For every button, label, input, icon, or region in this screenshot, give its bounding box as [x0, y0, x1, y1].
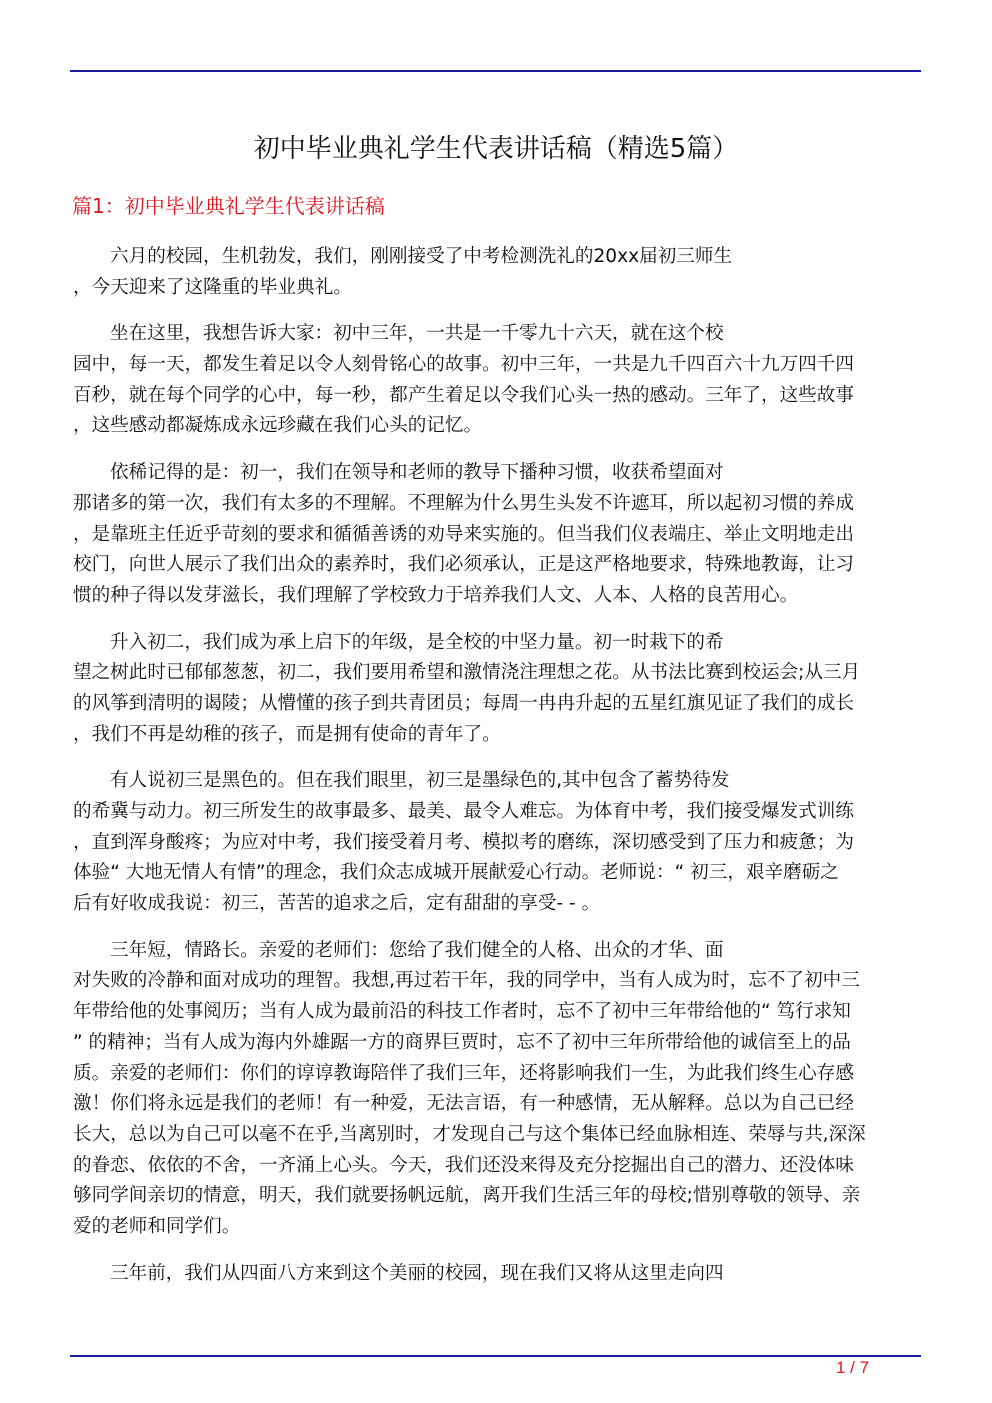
footer-rule — [70, 1355, 921, 1357]
text-line: 三年短，情路长。亲爱的老师们：您给了我们健全的人格、出众的才华、面 — [110, 939, 724, 961]
paragraph — [73, 242, 923, 303]
text-line: ，这些感动都凝炼成永远珍藏在我们心头的记忆。 — [73, 415, 483, 437]
paragraph — [73, 628, 923, 751]
text-line: 的希冀与动力。初三所发生的故事最多、最美、最令人难忘。为体育中考，我们接受爆发式训练 — [73, 801, 854, 822]
paragraph — [73, 1259, 923, 1290]
text-line: 年带给他的处事阅历；当有人成为最前沿的科技工作者时，忘不了初中三年带给他的“ 笃行求知 — [73, 1001, 851, 1023]
text-line: 园中，每一天，都发生着足以令人刻骨铭心的故事。初中三年，一共是九千四百六十九万四千四 — [73, 354, 854, 376]
text-line: 三年前，我们从四面八方来到这个美丽的校园，现在我们又将从这里走向四 — [110, 1262, 724, 1284]
text-line: 望之树此时已郁郁葱葱，初二，我们要用希望和激情浇注理想之花。从书法比赛到校运会;从三月 — [73, 662, 861, 684]
text-line: 那诸多的第一次，我们有太多的不理解。不理解为什么男生头发不许遮耳，所以起初习惯的养成 — [73, 492, 854, 514]
text-line: 爱的老师和同学们。 — [73, 1215, 241, 1237]
document-title: 初中毕业典礼学生代表讲话稿（精选5篇） — [253, 134, 739, 164]
text-line: ，是靠班主任近乎苛刻的要求和循循善诱的劝导来实施的。但当我们仪表端庄、举止文明地走出 — [73, 523, 854, 545]
text-line: 后有好收成我说：初三，苦苦的追求之后，定有甜甜的享受- - 。 — [73, 893, 601, 915]
text-line: 体验“ 大地无情人有情”的理念，我们众志成城开展献爱心行动。老师说：“ 初三，艰辛磨砺之 — [73, 862, 839, 884]
section-heading: 篇1：初中毕业典礼学生代表讲话稿 — [72, 194, 385, 218]
text-line: 质。亲爱的老师们：你们的谆谆教诲陪伴了我们三年，还将影响我们一生，为此我们终生心存感 — [73, 1062, 854, 1084]
text-line: 的眷恋、依依的不舍，一齐涌上心头。今天，我们还没来得及充分挖掘出自己的潜力、还没体味 — [73, 1154, 854, 1176]
text-line: ，今天迎来了这隆重的毕业典礼。 — [73, 276, 352, 298]
text-line: ” 的精神；当有人成为海内外雄踞一方的商界巨贾时，忘不了初中三年所带给他的诚信至上的品 — [73, 1031, 851, 1053]
text-line: 坐在这里，我想告诉大家：初中三年，一共是一千零九十六天，就在这个校 — [110, 323, 724, 345]
text-line: ，我们不再是幼稚的孩子，而是拥有使命的青年了。 — [73, 723, 501, 745]
text-line: 百秒，就在每个同学的心中，每一秒，都产生着足以令我们心头一热的感动。三年了，这些故事 — [73, 384, 854, 406]
paragraph — [73, 458, 923, 611]
text-line: 激！你们将永远是我们的老师！有一种爱，无法言语，有一种感情，无从解释。总以为自己已经 — [73, 1093, 854, 1115]
paragraph — [73, 766, 923, 919]
text-line: 六月的校园，生机勃发，我们，刚刚接受了中考检测洗礼的20xx届初三师生 — [110, 246, 733, 267]
text-line: 依稀记得的是：初一，我们在领导和老师的教导下播种习惯，收获希望面对 — [110, 462, 724, 484]
text-line: 校门，向世人展示了我们出众的素养时，我们必须承认，正是这严格地要求，特殊地教诲，让习 — [73, 554, 854, 576]
text-line: ，直到浑身酸疼；为应对中考，我们接受着月考、模拟考的磨练，深切感受到了压力和疲惫；为 — [73, 831, 854, 853]
paragraph — [73, 936, 923, 1243]
text-line: 升入初二，我们成为承上启下的年级，是全校的中坚力量。初一时栽下的希 — [110, 631, 724, 653]
text-line: 对失败的冷静和面对成功的理智。我想,再过若干年，我的同学中，当有人成为时，忘不了初中三 — [73, 970, 860, 992]
page-number: 1 / 7 — [836, 1358, 870, 1377]
text-line: 长大，总以为自己可以毫不在乎,当离别时，才发现自己与这个集体已经血脉相连、荣辱与共,深深 — [73, 1123, 866, 1145]
document-body — [73, 242, 923, 1305]
header-rule — [70, 70, 921, 72]
text-line: 惯的种子得以发芽滋长，我们理解了学校致力于培养我们人文、人本、人格的良苦用心。 — [73, 584, 799, 606]
text-line: 够同学间亲切的情意，明天，我们就要扬帆远航，离开我们生活三年的母校;惜别尊敬的领导、亲 — [73, 1185, 861, 1207]
text-line: 的风筝到清明的谒陵；从懵懂的孩子到共青团员；每周一冉冉升起的五星红旗见证了我们的成长 — [73, 692, 854, 714]
paragraph — [73, 319, 923, 442]
text-line: 有人说初三是黑色的。但在我们眼里，初三是墨绿色的,其中包含了蓄势待发 — [110, 770, 730, 792]
